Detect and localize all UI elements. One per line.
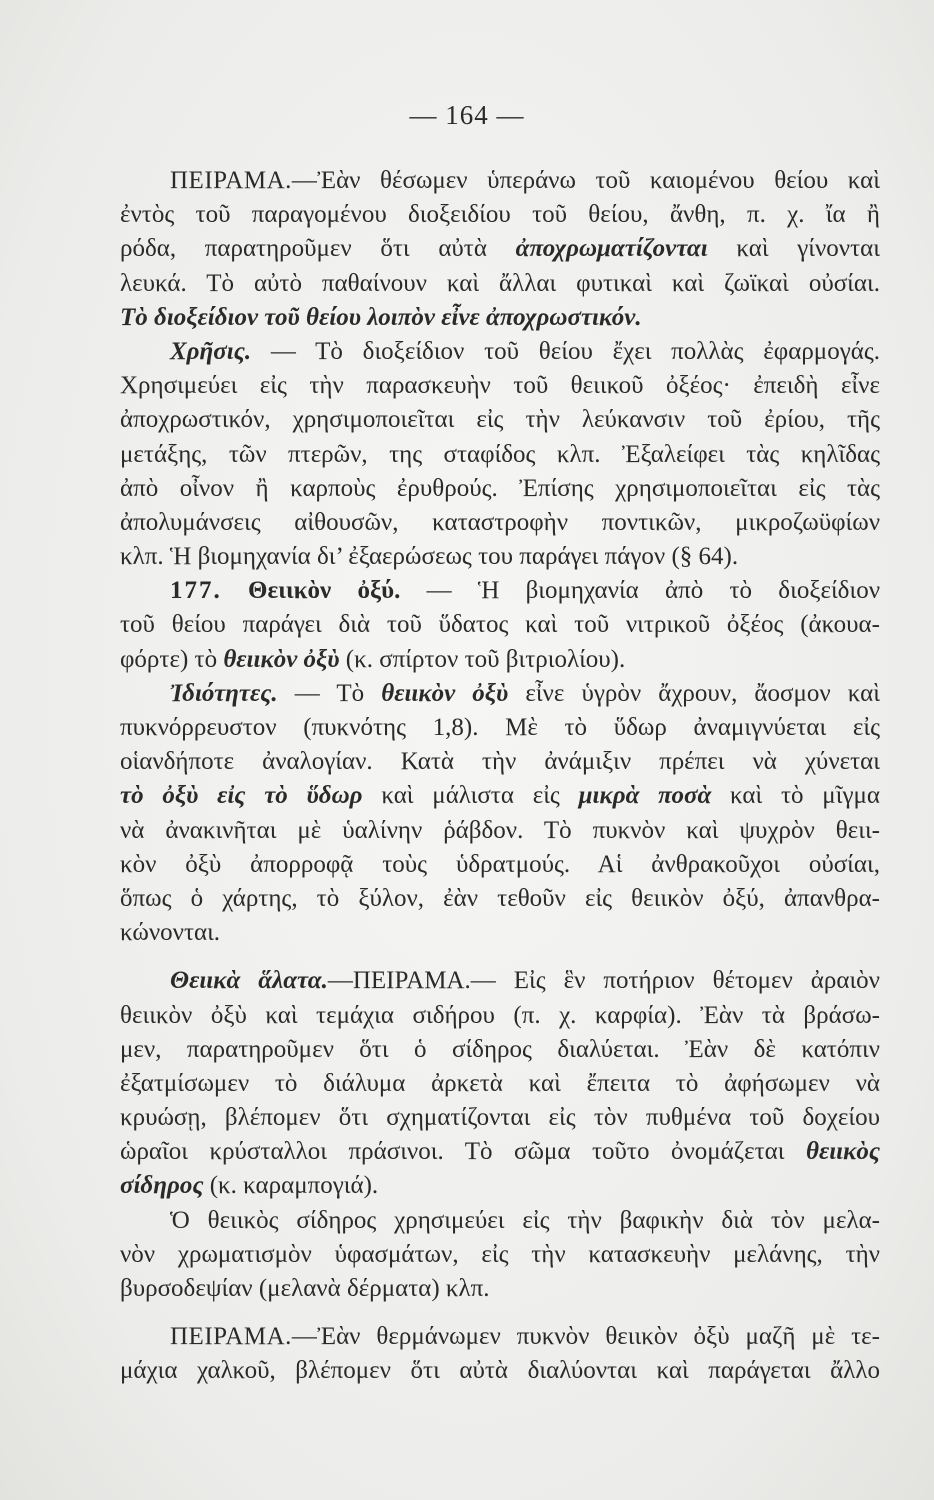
text-line: τοῦ θείου παράγει διὰ τοῦ ὕδατος καὶ τοῦ νιτρικοῦ ὀξέος (ἀκουα-: [120, 611, 880, 639]
text-line: ἀπὸ οἶνον ἢ καρποὺς ἐρυθρούς. Ἐπίσης χρησιμοποιεῖται εἰς τὰς: [120, 474, 880, 502]
text-line: [120, 164, 880, 198]
paragraph-experiment-2: [120, 1320, 880, 1388]
text-line: οἱανδήποτε ἀναλογίαν. Κατὰ τὴν ἀνάμιξιν πρέπει νὰ χύνεται: [120, 748, 880, 776]
text-line: κλπ. Ἡ βιομηχανία δι’ ἐξαερώσεως του παράγει πάγον (§ 64).: [120, 543, 739, 571]
text-line: [120, 779, 880, 813]
line-text: φόρτε) τὸ: [120, 645, 224, 673]
line-text: — Τὸ: [277, 679, 382, 707]
line-text: εἶνε ὑγρὸν ἄχρουν, ἄοσμον καὶ: [508, 679, 880, 707]
emphasis-text: θειικὸν ὀξὺ: [381, 679, 509, 707]
emphasis-text: μικρὰ ποσὰ: [578, 782, 712, 810]
text-line: θειικὸν ὀξὺ καὶ τεμάχια σιδήρου (π. χ. καρφία). Ἐὰν τὰ βράσω-: [120, 1001, 880, 1029]
line-text: ρόδα, παρατηροῦμεν ὅτι αὐτὰ: [120, 235, 516, 263]
emphasis-text: θειικὸν ὀξὺ: [223, 645, 340, 673]
text-line: κώνονται.: [120, 919, 221, 947]
subheading-salts: Θειικὰ ἅλατα.: [170, 967, 328, 995]
line-text: —ΠΕΙΡΑΜΑ.— Εἰς ἓν ποτήριον θέτομεν ἀραιὸν: [327, 967, 880, 995]
text-line: νὰ ἀνακινῆται μὲ ὑαλίνην ῥάβδον. Τὸ πυκνὸν καὶ ψυχρὸν θειι-: [120, 816, 880, 844]
line-text: — Τὸ διοξείδιον τοῦ θείου ἔχει πολλὰς ἐφαρμογάς.: [251, 337, 880, 365]
text-line: κρυώσῃ, βλέπομεν ὅτι σχηματίζονται εἰς τὸν πυθμένα τοῦ δοχείου: [120, 1104, 880, 1132]
text-line: μάχια χαλκοῦ, βλέπομεν ὅτι αὐτὰ διαλύονται καὶ παράγεται ἄλλο: [120, 1357, 880, 1385]
page-number: — 164 —: [409, 100, 525, 130]
line-text: Ἐὰν θερμάνωμεν πυκνὸν θειικὸν ὀξὺ μαζῆ μὲ τε-: [317, 1323, 880, 1351]
text-line: λευκά. Τὸ αὐτὸ παθαίνουν καὶ ἄλλαι φυτικαὶ καὶ ζωϊκαὶ οὐσίαι.: [120, 269, 880, 297]
text-line: [120, 232, 880, 266]
subheading-properties: Ἰδιότητες.: [170, 679, 278, 707]
paragraph-sulfate-salts: [120, 964, 880, 1203]
line-text: (κ. καραμπογιά).: [203, 1172, 379, 1200]
line-text: ὡραῖοι κρύσταλλοι πράσινοι. Τὸ σῶμα τοῦτο ὀνομάζεται: [120, 1138, 806, 1166]
body-text: [120, 164, 880, 1389]
subheading-uses: Χρῆσις.: [170, 337, 252, 365]
line-text: καὶ μάλιστα εἰς: [362, 782, 579, 810]
emphasis-text: σίδηρος: [120, 1172, 204, 1200]
text-line: [120, 1169, 880, 1203]
text-line: πυκνόρρευστον (πυκνότης 1,8). Μὲ τὸ ὕδωρ ἀναμιγνύεται εἰς: [120, 714, 880, 741]
line-text: καὶ τὸ μῖγμα: [711, 782, 880, 810]
text-line: ἐντὸς τοῦ παραγομένου διοξειδίου τοῦ θείου, ἄνθη, π. χ. ἴα ἢ: [120, 201, 880, 229]
text-line: μετάξης, τῶν πτερῶν, της σταφίδος κλπ. Ἐξαλείφει τὰς κηλῖδας: [120, 440, 880, 468]
text-line: μεν, παρατηροῦμεν ὅτι ὁ σίδηρος διαλύεται. Ἐὰν δὲ κατόπιν: [120, 1035, 880, 1063]
paragraph-uses: [120, 335, 880, 574]
text-line: [120, 677, 880, 711]
text-line: ὅπως ὁ χάρτης, τὸ ξύλον, ἐὰν τεθοῦν εἰς θειικὸν ὀξύ, ἀπανθρα-: [120, 884, 880, 912]
text-line: [120, 335, 880, 369]
emphasis-text: τὸ ὀξὺ εἰς τὸ ὕδωρ: [120, 782, 363, 810]
text-line: ἐξατμίσωμεν τὸ διάλυμα ἀρκετὰ καὶ ἔπειτα τὸ ἀφήσωμεν νὰ: [120, 1069, 880, 1097]
text-line: ἀποχρωστικόν, χρησιμοποιεῖται εἰς τὴν λεύκανσιν τοῦ ἐρίου, τῆς: [120, 406, 880, 434]
text-line: [120, 643, 880, 677]
text-line: Ὁ θειικὸς σίδηρος χρησιμεύει εἰς τὴν βαφικὴν διὰ τὸν μελα-: [170, 1206, 880, 1234]
section-title: Θειικὸν ὀξύ.: [248, 577, 401, 605]
line-text: — Ἡ βιομηχανία ἀπὸ τὸ διοξείδιον: [400, 577, 880, 605]
paragraph-properties: [120, 677, 880, 951]
text-line: [120, 1320, 880, 1354]
text-line: [120, 1135, 880, 1169]
section-sulfuric-acid: [120, 574, 880, 677]
paragraph-gap: [120, 1306, 880, 1320]
paragraph-experiment-1: [120, 164, 880, 335]
text-line: νὸν χρωματισμὸν ὑφασμάτων, εἰς τὴν κατασκευὴν μελάνης, τὴν: [120, 1240, 880, 1268]
experiment-label: ΠΕΙΡΑΜΑ.—: [170, 167, 318, 194]
line-text: Ἐὰν θέσωμεν ὑπεράνω τοῦ καιομένου θείου καὶ: [317, 167, 880, 194]
paragraph-gap: [120, 950, 880, 964]
text-line: [120, 964, 880, 998]
emphasis-text: θειικὸς: [805, 1138, 880, 1166]
experiment-label: ΠΕΙΡΑΜΑ.—: [170, 1323, 318, 1351]
text-line: βυρσοδεψίαν (μελανὰ δέρματα) κλπ.: [120, 1275, 490, 1302]
emphasis-text: Τὸ διοξείδιον τοῦ θείου λοιπὸν εἶνε ἀποχρωστικόν.: [120, 303, 642, 331]
paragraph-iron-sulfate-uses: [120, 1204, 880, 1307]
line-text: καὶ γίνονται: [707, 235, 880, 263]
line-text: (κ. σπίρτον τοῦ βιτριολίου).: [339, 645, 626, 673]
emphasis-text: ἀποχρωματίζονται: [515, 235, 708, 263]
text-line: [120, 301, 880, 335]
text-line: ἀπολυμάνσεις αἰθουσῶν, καταστροφὴν ποντικῶν, μικροζωϋφίων: [120, 508, 880, 536]
text-line: κὸν ὀξὺ ἀπορροφᾷ τοὺς ὑδρατμούς. Αἱ ἀνθρακοῦχοι οὐσίαι,: [120, 850, 880, 878]
text-line: [120, 574, 880, 608]
text-line: Χρησιμεύει εἰς τὴν παρασκευὴν τοῦ θειικοῦ ὀξέος· ἐπειδὴ εἶνε: [120, 372, 880, 400]
section-number: 177.: [170, 577, 222, 605]
